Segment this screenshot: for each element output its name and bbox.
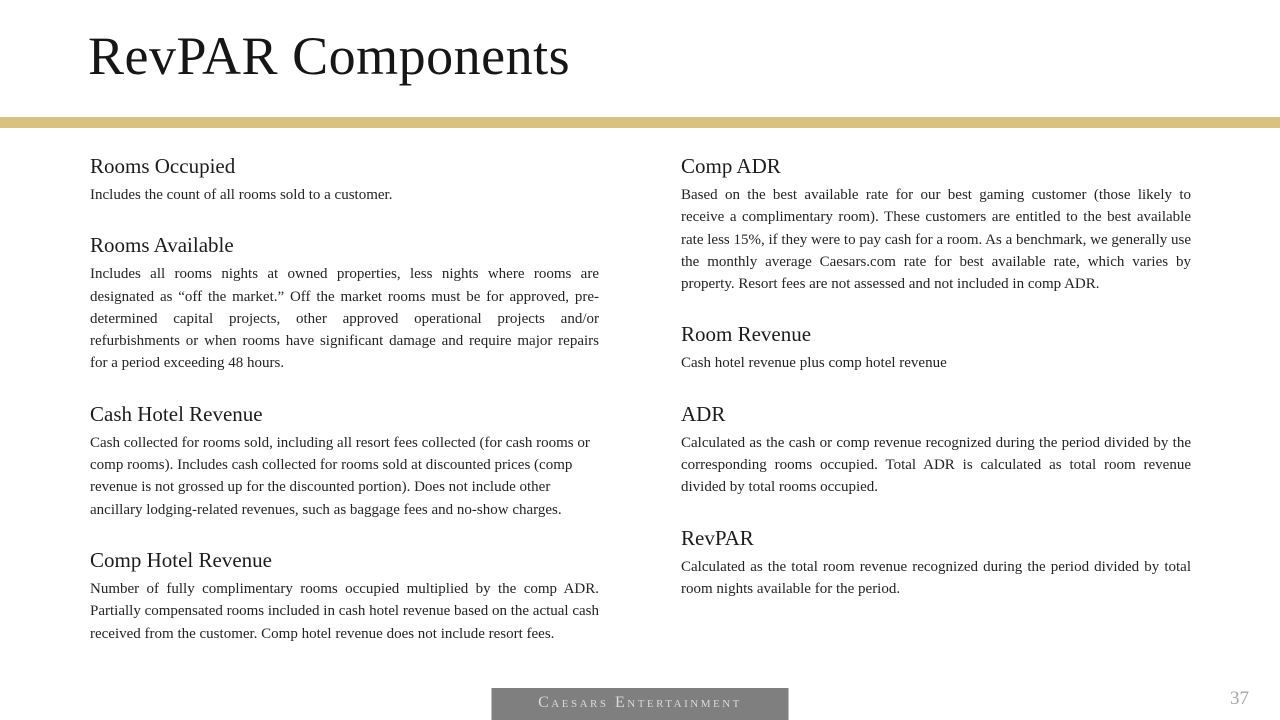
definition-body: Cash collected for rooms sold, including all resort fees collected (for cash rooms or comp rooms). Includes cash collected for rooms sold at discounted prices (comp revenue is not grossed up for the discounted portion). Does not include other ancillary lodging-related revenues, such as baggage fees and no-show charges. xyxy=(90,434,590,518)
definition-heading: Comp ADR xyxy=(681,154,781,178)
page-number: 37 xyxy=(1230,688,1249,709)
definition-body: Number of fully complimentary rooms occupied multiplied by the comp ADR. Partially compensated rooms included in cash hotel revenue based on the actual cash received from the customer. Comp hotel revenue does not include resort fees. xyxy=(90,580,599,642)
definition-adr xyxy=(681,401,1191,499)
definition-body: Based on the best available rate for our best gaming customer (those likely to receive a complimentary room). These customers are entitled to the best available rate less 15%, if they were to pay cash for a room. As a benchmark, we generally use the monthly average Caesars.com rate for best available rate, which varies by property. Resort fees are not assessed and not included in comp ADR. xyxy=(681,187,1191,293)
definition-body: Cash hotel revenue plus comp hotel revenue xyxy=(681,355,947,372)
definition-body: Calculated as the cash or comp revenue recognized during the period divided by the corresponding rooms occupied. Total ADR is calculated as total room revenue divided by total rooms occupied. xyxy=(681,434,1191,496)
definition-comp-adr xyxy=(681,153,1191,295)
definition-room-revenue xyxy=(681,321,1191,374)
definition-rooms-occupied xyxy=(90,153,599,206)
definition-revpar xyxy=(681,525,1191,601)
definition-heading: Cash Hotel Revenue xyxy=(90,401,263,426)
definition-heading: ADR xyxy=(681,401,726,426)
title-accent-bar xyxy=(0,117,1280,128)
footer-brand-badge xyxy=(492,688,789,720)
left-column xyxy=(90,153,599,645)
footer-brand-text: Caesars Entertainment xyxy=(538,694,742,711)
definition-heading: Rooms Occupied xyxy=(90,154,236,178)
definition-body: Includes all rooms nights at owned properties, less nights where rooms are designated as “off the market.” Off the market rooms must be for approved, pre-determined capital projects, other approved operational projects and/or refurbishments or when rooms have significant damage and require major repairs for a period exceeding 48 hours. xyxy=(90,266,599,372)
definition-comp-hotel-revenue xyxy=(90,547,599,645)
definition-heading: RevPAR xyxy=(681,525,754,550)
definition-heading: Room Revenue xyxy=(681,322,812,347)
definition-heading: Rooms Available xyxy=(90,233,234,258)
definition-heading: Comp Hotel Revenue xyxy=(90,547,272,572)
definition-cash-hotel-revenue xyxy=(90,401,599,521)
definition-body: Calculated as the total room revenue recognized during the period divided by total room nights available for the period. xyxy=(681,558,1191,597)
definition-rooms-available xyxy=(90,232,599,374)
right-column xyxy=(681,153,1191,600)
definition-body: Includes the count of all rooms sold to a customer. xyxy=(90,187,393,203)
slide-title: RevPAR Components xyxy=(88,26,571,86)
